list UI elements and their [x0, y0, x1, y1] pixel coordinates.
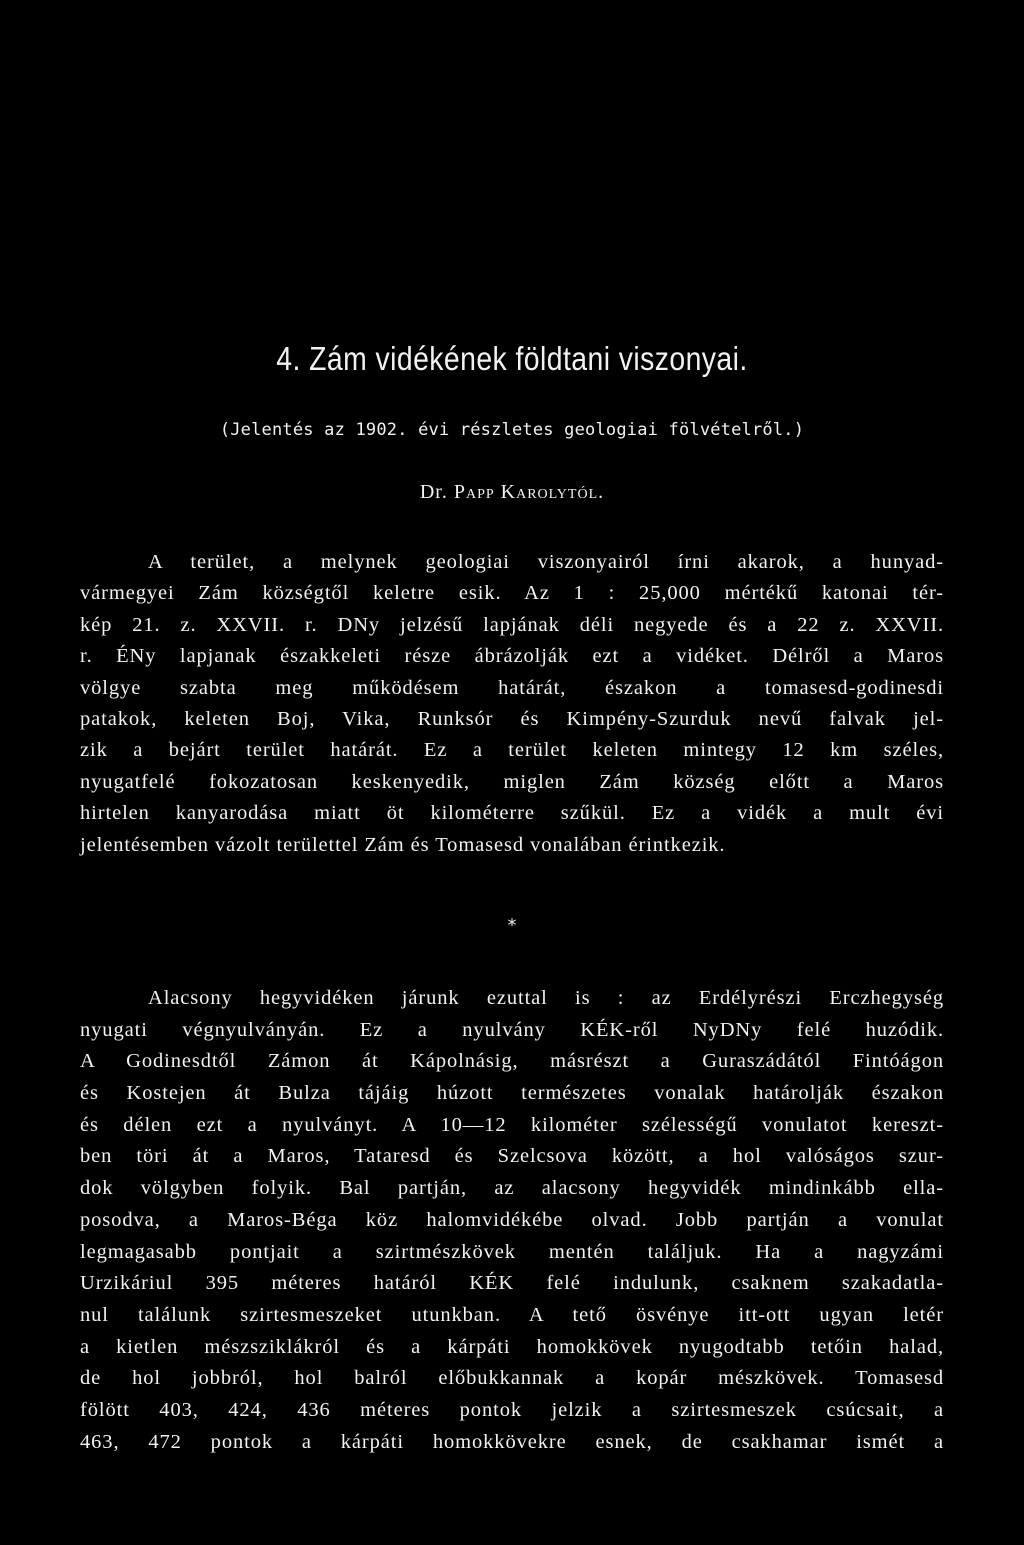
- text-line: és délen ezt a nyulványt. A 10—12 kilométer szélességű vonulatot kereszt-: [80, 1113, 944, 1136]
- page-subtitle: (Jelentés az 1902. évi részletes geologiai fölvételről.): [219, 420, 805, 440]
- author-name: Papp Karolytól.: [453, 481, 605, 503]
- page-title: 4. Zám vidékének földtani viszonyai.: [276, 340, 748, 377]
- text-line: vármegyei Zám községtől keletre esik. Az 1 : 25,000 mértékű katonai tér-: [80, 582, 944, 605]
- text-line: dok völgyben folyik. Bal partján, az alacsony hegyvidék mindinkább ella-: [80, 1177, 944, 1200]
- text-line: ben töri át a Maros, Tataresd és Szelcsova között, a hol valóságos szur-: [80, 1145, 944, 1168]
- text-line: és Kostejen át Bulza tájáig húzott természetes vonalak határolják északon: [80, 1082, 944, 1105]
- text-line: posodva, a Maros-Béga köz halomvidékébe olvad. Jobb partján a vonulat: [80, 1208, 944, 1231]
- author-prefix: Dr.: [419, 481, 448, 503]
- text-line: zik a bejárt terület határát. Ez a terület keleten mintegy 12 km széles,: [80, 739, 944, 762]
- text-line: nyugatfelé fokozatosan keskenyedik, miglen Zám község előtt a Maros: [80, 770, 944, 793]
- text-line: fölött 403, 424, 436 méteres pontok jelzik a szirtesmeszek csúcsait, a: [80, 1398, 944, 1421]
- text-line: jelentésemben vázolt területtel Zám és Tomasesd vonalában érintkezik.: [80, 833, 726, 856]
- text-line: A Godinesdtől Zámon át Kápolnásig, másrészt a Guraszádától Fintóágon: [80, 1050, 944, 1073]
- text-line: legmagasabb pontjait a szirtmészkövek mentén találjuk. Ha a nagyzámi: [80, 1240, 944, 1263]
- text-line: r. ÉNy lapjanak északkeleti része ábrázolják ezt a vidéket. Délről a Maros: [80, 645, 944, 668]
- author-line: [0, 481, 1024, 504]
- text-line: Urzikáriul 395 méteres határól KÉK felé indulunk, csaknem szakadatla-: [80, 1272, 944, 1295]
- paragraph-1: [80, 547, 944, 861]
- text-line: Alacsony hegyvidéken járunk ezuttal is : az Erdélyrészi Erczhegység: [148, 987, 944, 1009]
- text-line: 463, 472 pontok a kárpáti homokkövekre esnek, de csakhamar ismét a: [80, 1430, 944, 1453]
- text-line: A terület, a melynek geologiai viszonyairól írni akarok, a hunyad-: [148, 551, 944, 573]
- text-line: hirtelen kanyarodása miatt öt kilométerre szűkül. Ez a vidék a mult évi: [80, 802, 944, 825]
- text-line: kép 21. z. XXVII. r. DNy jelzésű lapjának déli negyede és a 22 z. XXVII.: [80, 613, 944, 636]
- text-line: völgye szabta meg működésem határát, északon a tomasesd-godinesdi: [80, 676, 944, 699]
- text-line: nul találunk szirtesmeszeket utunkban. A tető ösvénye itt-ott ugyan letér: [80, 1303, 944, 1326]
- paragraph-2: [80, 983, 944, 1458]
- section-separator: *: [507, 915, 517, 936]
- text-line: de hol jobbról, hol balról előbukkannak a kopár mészkövek. Tomasesd: [80, 1367, 944, 1390]
- text-line: patakok, keleten Boj, Vika, Runksór és Kimpény-Szurduk nevű falvak jel-: [80, 707, 944, 730]
- text-line: a kietlen mészsziklákról és a kárpáti homokkövek nyugodtabb tetőin halad,: [80, 1335, 944, 1358]
- text-line: nyugati végnyulványán. Ez a nyulvány KÉK-ről NyDNy felé huzódik.: [80, 1018, 944, 1041]
